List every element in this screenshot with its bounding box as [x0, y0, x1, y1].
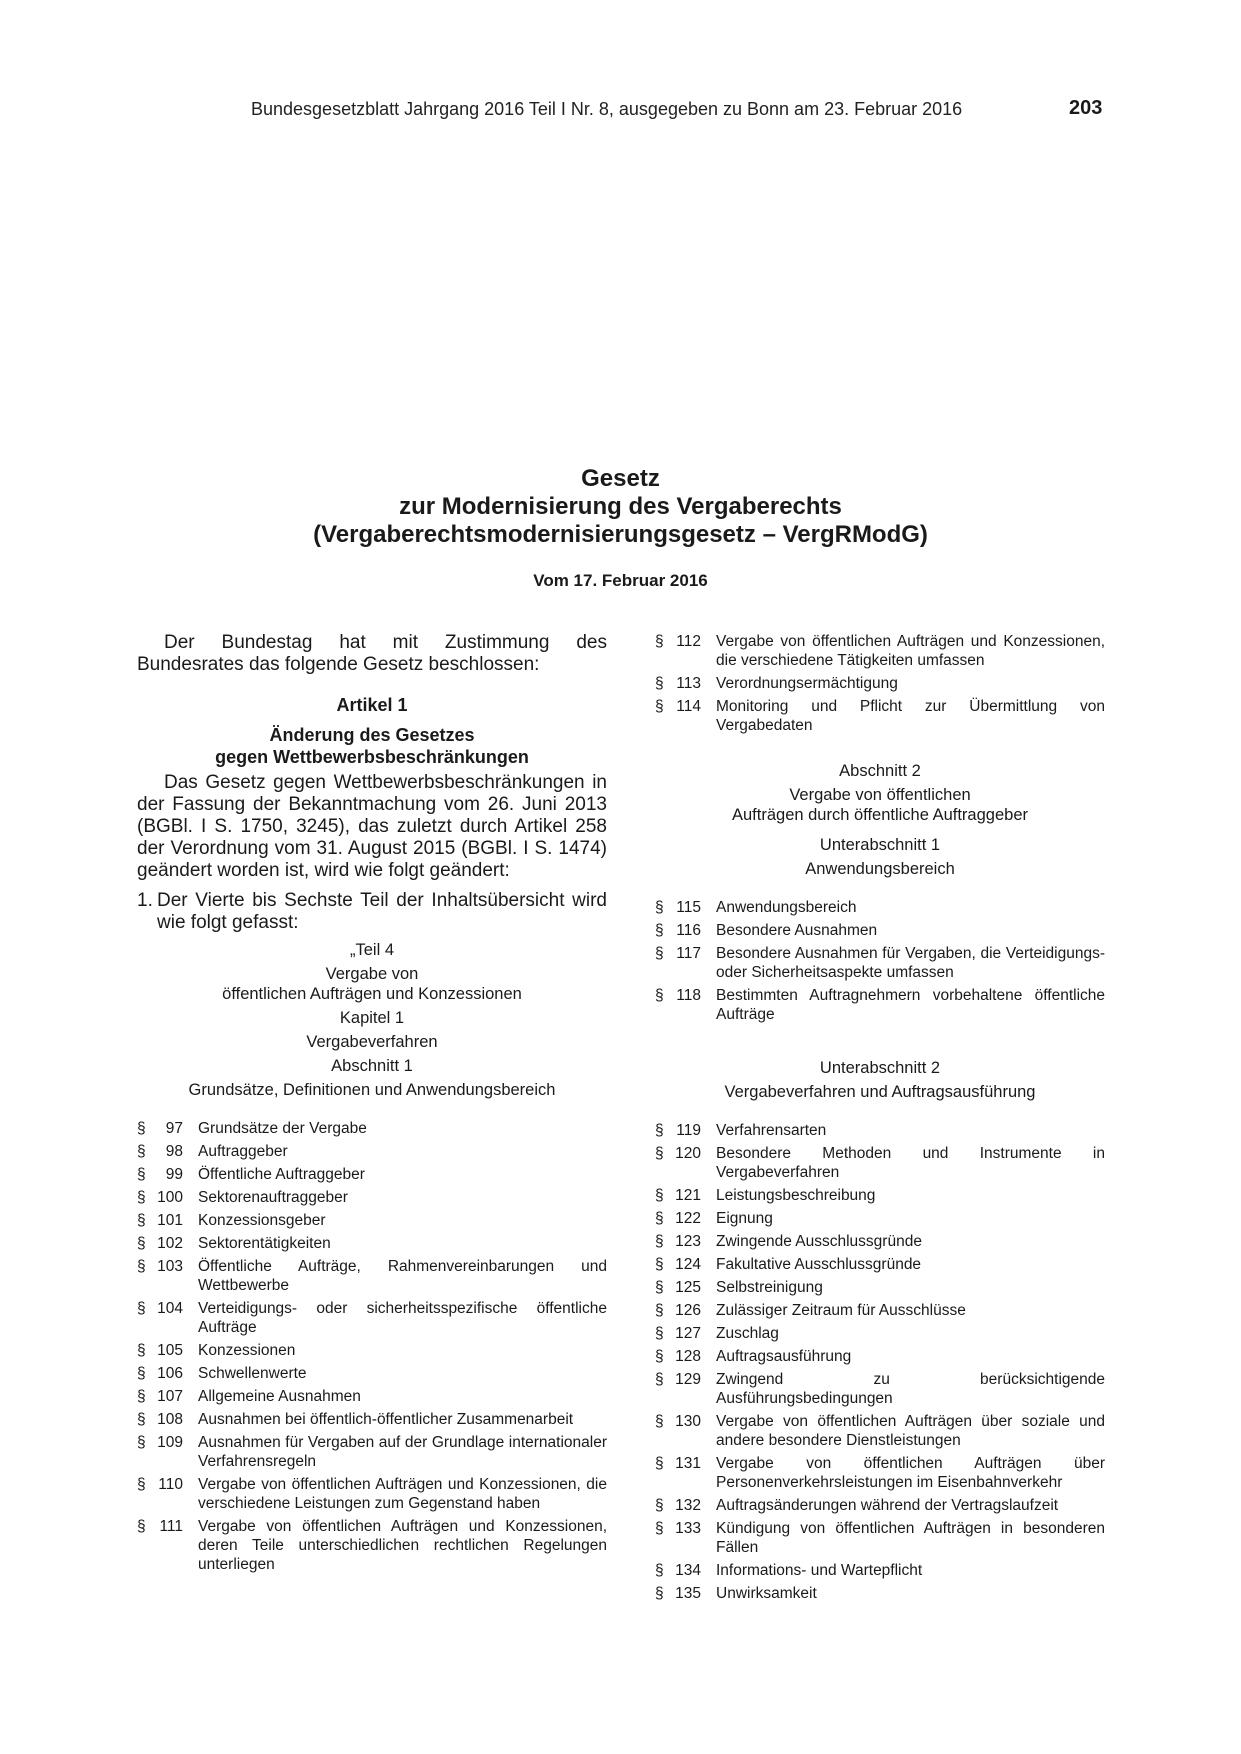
- section-title: Selbstreinigung: [716, 1279, 823, 1296]
- section-heading: Abschnitt 1: [331, 1057, 413, 1075]
- section-symbol: §: [137, 1476, 146, 1493]
- section-symbol: §: [655, 899, 664, 916]
- section-title: Vergabe von öffentlichen Aufträgen und Konzessionen, deren Teile unterschiedlichen rechtlichen Regelungen unterliegen: [198, 1518, 607, 1573]
- running-header: [0, 99, 1241, 123]
- section-number: 123: [675, 1233, 701, 1250]
- section-symbol: §: [655, 1302, 664, 1319]
- section-symbol: §: [655, 987, 664, 1004]
- section-number: 100: [157, 1189, 183, 1206]
- section-number: 113: [676, 675, 701, 692]
- section-number: 117: [676, 945, 701, 962]
- toc-list: [655, 898, 1105, 1024]
- section-title: Besondere Ausnahmen: [716, 922, 878, 939]
- section-number: 119: [676, 1122, 701, 1139]
- section-symbol: §: [655, 1348, 664, 1365]
- subsection-title: Vergabeverfahren und Auftragsausführung: [724, 1083, 1036, 1101]
- page-number: 203: [1069, 97, 1103, 119]
- enacting-clause: Der Bundestag hat mit Zustimmung des Bundesrates das folgende Gesetz beschlossen:: [137, 632, 607, 675]
- section-title: Verordnungsermächtigung: [716, 675, 898, 692]
- toc-entry: [655, 697, 1105, 735]
- toc-entry: [655, 1561, 1105, 1580]
- toc-entry: [137, 1387, 607, 1406]
- law-title-line-2: zur Modernisierung des Vergaberechts: [399, 493, 842, 520]
- right-column: [655, 632, 1105, 1607]
- section-symbol: §: [655, 945, 664, 962]
- toc-entry: [137, 1165, 607, 1184]
- chapter-title: Vergabeverfahren: [306, 1033, 438, 1051]
- section-symbol: §: [655, 922, 664, 939]
- section-symbol: §: [655, 1413, 664, 1430]
- toc-entry: [137, 1364, 607, 1383]
- section-number: 125: [675, 1279, 701, 1296]
- section-number: 131: [675, 1455, 701, 1472]
- section-symbol: §: [137, 1411, 146, 1428]
- section-title: Bestimmten Auftragnehmern vorbehaltene öffentliche Aufträge: [716, 987, 1105, 1023]
- section-title: Ausnahmen für Vergaben auf der Grundlage internationaler Verfahrensregeln: [198, 1434, 607, 1470]
- toc-entry: [655, 986, 1105, 1024]
- toc-list: [655, 1121, 1105, 1603]
- section-number: 112: [676, 633, 701, 650]
- amendment-paragraph: Das Gesetz gegen Wettbewerbsbeschränkungen in der Fassung der Bekanntmachung vom 26. Juni 2013 (BGBl. I S. 1750, 3245), das zuletzt durch Artikel 258 der Verordnung vom 31. August 2015 (BGBl. I S. 1474) geändert worden ist, wird wie folgt geändert:: [137, 772, 607, 881]
- section-symbol: §: [655, 633, 664, 650]
- toc-entry: [137, 1517, 607, 1574]
- toc-entry: [137, 1234, 607, 1253]
- section-number: 98: [165, 1143, 183, 1160]
- section-number: 111: [159, 1518, 183, 1535]
- section-symbol: §: [137, 1189, 146, 1206]
- section-number: 106: [157, 1365, 183, 1382]
- section-title: Auftragsänderungen während der Vertragslaufzeit: [716, 1497, 1059, 1514]
- section-symbol: §: [655, 1585, 664, 1602]
- section-symbol: §: [655, 1145, 664, 1162]
- toc-list: [137, 1119, 607, 1574]
- section-number: 121: [675, 1187, 701, 1204]
- toc-entry: [655, 1412, 1105, 1450]
- section-symbol: §: [137, 1143, 146, 1160]
- item-text: Der Vierte bis Sechste Teil der Inhaltsübersicht wird wie folgt gefasst:: [157, 890, 607, 933]
- chapter-heading: Kapitel 1: [339, 1009, 405, 1027]
- toc-entry: [655, 1301, 1105, 1320]
- section-title: Konzessionen: [198, 1342, 296, 1359]
- section-symbol: §: [655, 1256, 664, 1273]
- section-symbol: §: [655, 1497, 664, 1514]
- section-title: Besondere Ausnahmen für Vergaben, die Verteidigungs- oder Sicherheitsaspekte umfassen: [716, 945, 1105, 981]
- section-symbol: §: [655, 1371, 664, 1388]
- toc-entry: [137, 1433, 607, 1471]
- section-number: 132: [675, 1497, 701, 1514]
- toc-entry: [137, 1341, 607, 1360]
- section-symbol: §: [655, 1455, 664, 1472]
- section-title: Konzessionsgeber: [198, 1212, 326, 1229]
- section-symbol: §: [655, 1210, 664, 1227]
- section-title: Kündigung von öffentlichen Aufträgen in besonderen Fällen: [716, 1520, 1105, 1556]
- section-number: 97: [165, 1120, 183, 1137]
- part-title-line-1: Vergabe von: [325, 965, 419, 983]
- section-title: Verteidigungs- oder sicherheitsspezifische öffentliche Aufträge: [198, 1300, 607, 1336]
- section-number: 127: [675, 1325, 701, 1342]
- law-title-line-3: (Vergaberechtsmodernisierungsgesetz – VergRModG): [313, 521, 928, 548]
- part-title-line-2: öffentlichen Aufträgen und Konzessionen: [222, 985, 522, 1003]
- toc-entry: [655, 1278, 1105, 1297]
- toc-entry: [137, 1257, 607, 1295]
- article-title-line-1: Änderung des Gesetzes: [269, 725, 475, 745]
- toc-entry: [655, 674, 1105, 693]
- subsection-title: Anwendungsbereich: [805, 860, 955, 878]
- toc-entry: [137, 1211, 607, 1230]
- section-symbol: §: [137, 1212, 146, 1229]
- item-number: 1.: [137, 890, 153, 911]
- toc-entry: [655, 1255, 1105, 1274]
- section-symbol: §: [655, 1233, 664, 1250]
- section-symbol: §: [655, 1562, 664, 1579]
- toc-entry: [137, 1188, 607, 1207]
- section-symbol: §: [137, 1166, 146, 1183]
- toc-entry: [655, 1144, 1105, 1182]
- section-title: Allgemeine Ausnahmen: [198, 1388, 361, 1405]
- section-number: 133: [675, 1520, 701, 1537]
- section-title: Vergabe von öffentlichen Aufträgen über soziale und andere besondere Dienstleistungen: [716, 1413, 1105, 1449]
- section-symbol: §: [137, 1365, 146, 1382]
- section-number: 104: [157, 1300, 183, 1317]
- section-symbol: §: [137, 1258, 146, 1275]
- section-number: 107: [157, 1388, 183, 1405]
- section-number: 130: [675, 1413, 701, 1430]
- toc-entry: [655, 1232, 1105, 1251]
- section-title: Auftragsausführung: [716, 1348, 852, 1365]
- amendment-item-1: [137, 890, 607, 934]
- section-title: Öffentliche Aufträge, Rahmenvereinbarungen und Wettbewerbe: [198, 1258, 607, 1294]
- toc-entry: [655, 1496, 1105, 1515]
- section-number: 124: [675, 1256, 701, 1273]
- section-number: 118: [676, 987, 701, 1004]
- section-title: Ausnahmen bei öffentlich-öffentlicher Zusammenarbeit: [198, 1411, 574, 1428]
- section-title: Vergabe von öffentlichen Aufträgen und Konzessionen, die verschiedene Leistungen zum Gegenstand haben: [198, 1476, 607, 1512]
- article-label: Artikel 1: [336, 695, 408, 715]
- section-title: Fakultative Ausschlussgründe: [716, 1256, 922, 1273]
- toc-entry: [655, 944, 1105, 982]
- section-title: Vergabe von öffentlichen Aufträgen über Personenverkehrsleistungen im Eisenbahnverkehr: [716, 1455, 1105, 1491]
- section-title: Eignung: [716, 1210, 773, 1227]
- section-number: 120: [675, 1145, 701, 1162]
- toc-entry: [655, 1454, 1105, 1492]
- section-title-line-1: Vergabe von öffentlichen: [789, 786, 971, 804]
- section-symbol: §: [655, 1122, 664, 1139]
- section-number: 126: [675, 1302, 701, 1319]
- section-title: Besondere Methoden und Instrumente in Vergabeverfahren: [716, 1145, 1105, 1181]
- section-number: 105: [157, 1342, 183, 1359]
- section-title: Zuschlag: [716, 1325, 779, 1342]
- section-number: 128: [675, 1348, 701, 1365]
- section-symbol: §: [137, 1434, 146, 1451]
- section-title: Auftraggeber: [198, 1143, 288, 1160]
- toc-entry: [655, 1209, 1105, 1228]
- subsection-heading: Unterabschnitt 1: [819, 836, 941, 854]
- section-symbol: §: [137, 1120, 146, 1137]
- section-symbol: §: [655, 1325, 664, 1342]
- toc-entry: [137, 1142, 607, 1161]
- section-title: Grundsätze, Definitionen und Anwendungsbereich: [188, 1081, 556, 1099]
- section-title: Sektorenauftraggeber: [198, 1189, 348, 1206]
- toc-entry: [655, 1584, 1105, 1603]
- section-number: 135: [675, 1585, 701, 1602]
- section-symbol: §: [655, 1279, 664, 1296]
- law-title-line-1: Gesetz: [581, 465, 660, 492]
- toc-entry: [655, 1121, 1105, 1140]
- section-number: 102: [157, 1235, 183, 1252]
- toc-entry: [137, 1410, 607, 1429]
- section-number: 114: [676, 698, 701, 715]
- section-title: Anwendungsbereich: [716, 899, 857, 916]
- section-title: Vergabe von öffentlichen Aufträgen und Konzessionen, die verschiedene Tätigkeiten umfassen: [716, 633, 1105, 669]
- toc-entry: [655, 632, 1105, 670]
- section-number: 116: [676, 922, 701, 939]
- section-number: 108: [157, 1411, 183, 1428]
- toc-entry: [655, 1519, 1105, 1557]
- section-title: Informations- und Wartepflicht: [716, 1562, 923, 1579]
- section-symbol: §: [137, 1300, 146, 1317]
- section-title: Grundsätze der Vergabe: [198, 1120, 367, 1137]
- section-symbol: §: [137, 1342, 146, 1359]
- toc-entry: [655, 898, 1105, 917]
- section-title: Verfahrensarten: [716, 1122, 827, 1139]
- section-title: Sektorentätigkeiten: [198, 1235, 331, 1252]
- law-date: Vom 17. Februar 2016: [533, 571, 708, 590]
- section-number: 129: [675, 1371, 701, 1388]
- toc-list: [655, 632, 1105, 735]
- toc-entry: [655, 1347, 1105, 1366]
- section-title: Öffentliche Auftraggeber: [198, 1166, 365, 1183]
- section-number: 101: [157, 1212, 183, 1229]
- subsection-heading: Unterabschnitt 2: [819, 1059, 941, 1077]
- section-number: 134: [675, 1562, 701, 1579]
- section-symbol: §: [137, 1388, 146, 1405]
- part-heading: „Teil 4: [349, 941, 394, 959]
- section-number: 115: [676, 899, 701, 916]
- left-column: [137, 632, 607, 1578]
- section-symbol: §: [655, 675, 664, 692]
- section-number: 109: [157, 1434, 183, 1451]
- toc-entry: [137, 1299, 607, 1337]
- toc-entry: [137, 1475, 607, 1513]
- section-title: Zwingende Ausschlussgründe: [716, 1233, 922, 1250]
- toc-entry: [655, 921, 1105, 940]
- section-symbol: §: [137, 1518, 146, 1535]
- law-title-block: [0, 465, 1241, 549]
- toc-entry: [655, 1186, 1105, 1205]
- toc-entry: [655, 1324, 1105, 1343]
- section-number: 122: [675, 1210, 701, 1227]
- section-symbol: §: [655, 698, 664, 715]
- running-title: Bundesgesetzblatt Jahrgang 2016 Teil I Nr. 8, ausgegeben zu Bonn am 23. Februar 2016: [251, 99, 963, 119]
- section-title-line-2: Aufträgen durch öffentliche Auftraggeber: [732, 806, 1028, 824]
- section-symbol: §: [655, 1520, 664, 1537]
- section-title: Leistungsbeschreibung: [716, 1187, 876, 1204]
- section-title: Monitoring und Pflicht zur Übermittlung von Vergabedaten: [716, 698, 1105, 734]
- section-title: Zwingend zu berücksichtigende Ausführungsbedingungen: [716, 1371, 1105, 1407]
- section-heading: Abschnitt 2: [839, 762, 921, 780]
- section-title: Zulässiger Zeitraum für Ausschlüsse: [716, 1302, 966, 1319]
- section-symbol: §: [137, 1235, 146, 1252]
- section-symbol: §: [655, 1187, 664, 1204]
- article-title-line-2: gegen Wettbewerbsbeschränkungen: [215, 747, 529, 767]
- toc-entry: [655, 1370, 1105, 1408]
- section-number: 103: [157, 1258, 183, 1275]
- section-number: 99: [165, 1166, 183, 1183]
- toc-entry: [137, 1119, 607, 1138]
- section-title: Unwirksamkeit: [716, 1585, 817, 1602]
- section-number: 110: [158, 1476, 183, 1493]
- section-title: Schwellenwerte: [198, 1365, 307, 1382]
